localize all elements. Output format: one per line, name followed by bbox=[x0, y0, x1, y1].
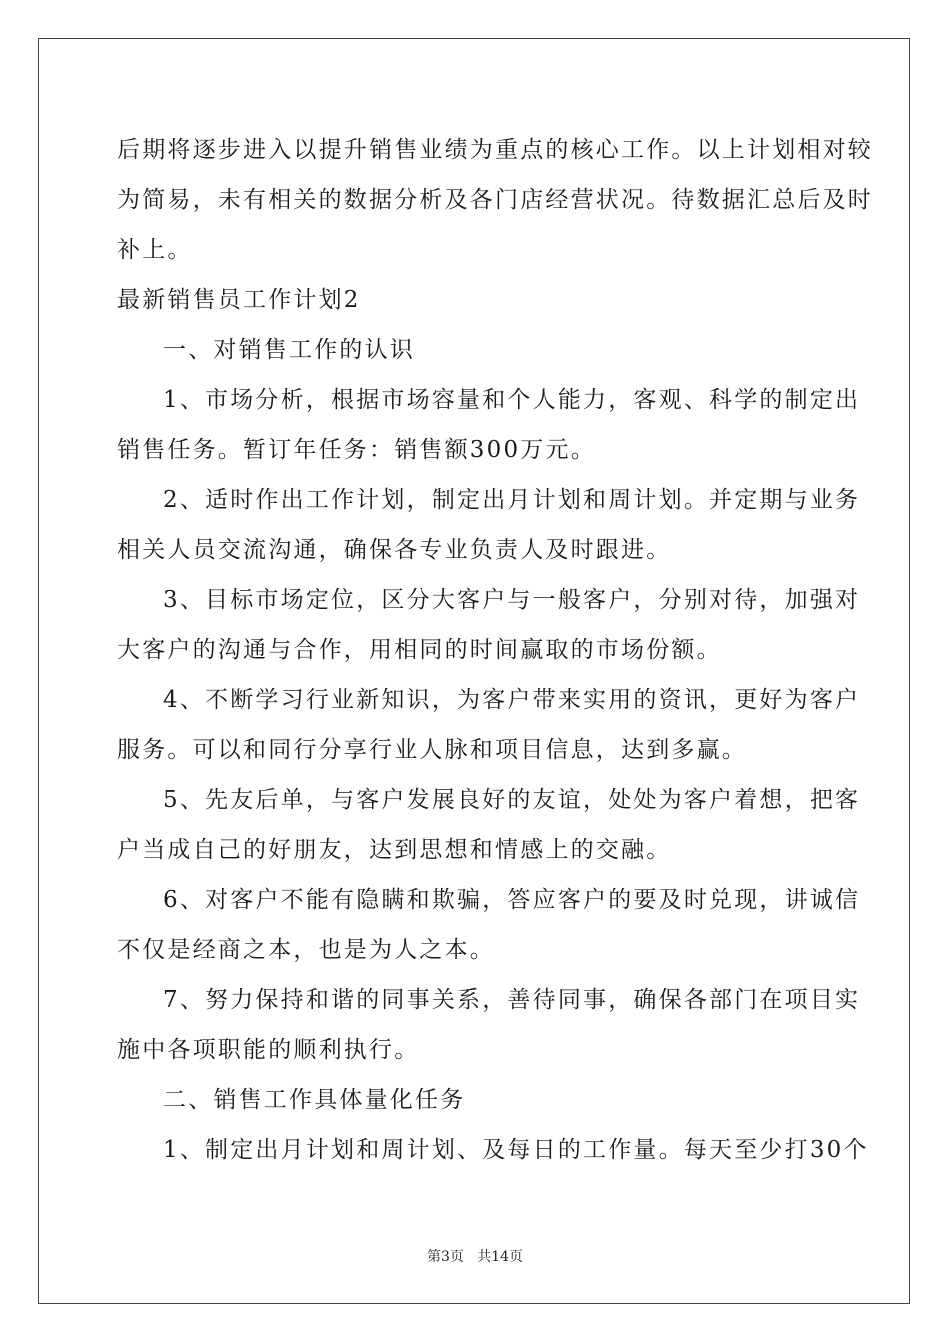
text-line: 销售任务。暂订年任务：销售额300万元。 bbox=[117, 437, 596, 463]
text-line: 2、适时作出工作计划，制定出月计划和周计划。并定期与业务 bbox=[163, 487, 861, 513]
section-heading: 二、销售工作具体量化任务 bbox=[163, 1087, 466, 1113]
text-line: 1、市场分析，根据市场容量和个人能力，客观、科学的制定出 bbox=[163, 387, 861, 413]
text-line: 5、先友后单，与客户发展良好的友谊，处处为客户着想，把客 bbox=[163, 787, 861, 813]
text-line: 6、对客户不能有隐瞒和欺骗，答应客户的要及时兑现，讲诚信 bbox=[163, 887, 861, 913]
text-line: 为简易，未有相关的数据分析及各门店经营状况。待数据汇总后及时 bbox=[117, 187, 873, 213]
text-line: 1、制定出月计划和周计划、及每日的工作量。每天至少打30个 bbox=[163, 1137, 869, 1163]
text-line: 补上。 bbox=[117, 237, 193, 263]
text-line: 3、目标市场定位，区分大客户与一般客户，分别对待，加强对 bbox=[163, 587, 861, 613]
section-heading: 一、对销售工作的认识 bbox=[163, 337, 415, 363]
text-line: 4、不断学习行业新知识，为客户带来实用的资讯，更好为客户 bbox=[163, 687, 861, 713]
text-line: 服务。可以和同行分享行业人脉和项目信息，达到多赢。 bbox=[117, 737, 747, 763]
text-line: 不仅是经商之本，也是为人之本。 bbox=[117, 937, 495, 963]
text-line: 户当成自己的好朋友，达到思想和情感上的交融。 bbox=[117, 837, 672, 863]
text-line: 7、努力保持和谐的同事关系，善待同事，确保各部门在项目实 bbox=[163, 987, 861, 1013]
text-line: 相关人员交流沟通，确保各专业负责人及时跟进。 bbox=[117, 537, 672, 563]
text-line: 大客户的沟通与合作，用相同的时间赢取的市场份额。 bbox=[117, 637, 722, 663]
page-number: 第3页 共14页 bbox=[426, 1249, 524, 1265]
text-line: 施中各项职能的顺利执行。 bbox=[117, 1037, 420, 1063]
page-footer bbox=[0, 1246, 950, 1266]
text-line: 后期将逐步进入以提升销售业绩为重点的核心工作。以上计划相对较 bbox=[117, 137, 873, 163]
section-title: 最新销售员工作计划2 bbox=[117, 287, 361, 313]
